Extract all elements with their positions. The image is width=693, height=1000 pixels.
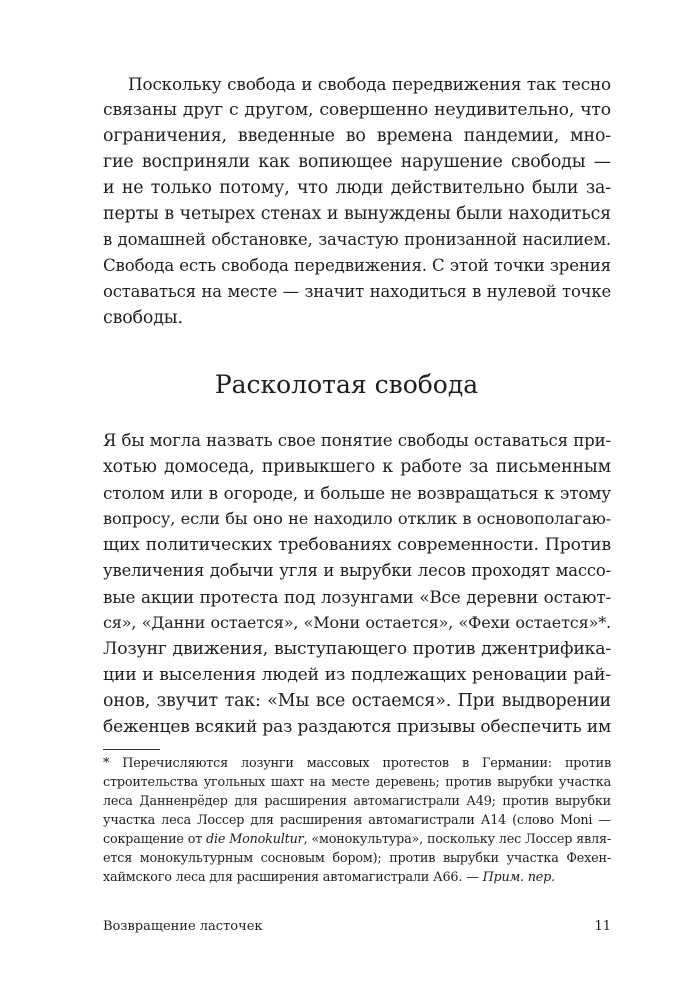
footnote-line [103,830,611,849]
running-footer-title: Возвращение ласточек [103,919,263,934]
footnote-marker: * [103,756,110,771]
paragraph-1-line: Свобода есть свобода передвижения. С этой точки зрения [103,256,611,275]
footnote-divider [103,749,160,750]
paragraph-2-line: вые акции протеста под лозунгами «Все деревни остают- [103,587,611,607]
paragraph-1-line: гие восприняли как вопиющее нарушение свободы — [103,152,611,172]
paragraph-1-line: ограничения, введенные во времена пандемии, мно- [103,126,611,146]
footnote-line [103,868,611,887]
paragraph-2-line: увеличения добычи угля и вырубки лесов проходят массо- [103,561,611,580]
paragraph-1-line: оставаться на месте — значит находиться в нулевой точке [103,282,611,301]
paragraph-1-line: Поскольку свобода и свобода передвижения так тесно [128,74,611,94]
paragraph-2-line: Я бы могла назвать свое понятие свободы оставаться при- [103,431,611,450]
page-number: 11 [594,919,611,934]
paragraph-1-line: свободы. [103,308,183,328]
paragraph-2-line: Лозунг движения, выступающего против джентрифика- [103,639,611,659]
footnote-text: хаймского леса для расширения автомагистрали А66. — [103,870,483,885]
translator-note: Прим. пер. [482,870,555,885]
footnote-text: Перечисляются лозунги массовых протестов в Германии: против [122,756,612,771]
footnote-line: ется монокультурным сосновым бором); против вырубки участка Фехен- [103,851,611,866]
paragraph-2-line: беженцев всякий раз раздаются призывы обеспечить им [103,717,612,737]
paragraph-2-line: ции и выселения людей из подлежащих реновации рай- [103,665,611,685]
paragraph-2-line: онов, звучит так: «Мы все остаемся». При выдворении [103,691,611,711]
footnote-line: строительства угольных шахт на месте деревень; против вырубки участка [103,775,611,790]
footnote-italic-term: die Monokultur [206,832,304,847]
paragraph-2-line: хотью домоседа, привыкшего к работе за письменным [103,457,611,477]
paragraph-2-line: щих политических требованиях современности. Против [103,535,611,555]
paragraph-1-line: перты в четырех стенах и вынуждены были находиться [103,204,611,224]
footnote-text: сокращение от [103,832,207,847]
paragraph-2-line: вопросу, если бы оно не находило отклик в основополагаю- [103,509,611,528]
footnote-line [103,754,611,773]
paragraph-2-line: ся», «Данни остается», «Мони остается», «Фехи остается»*. [103,613,611,632]
footnote-line: леса Данненрёдер для расширения автомагистрали А49; против вырубки [103,794,611,809]
footnote-line: участка леса Лоссер для расширения автомагистрали А14 (слово Moni — [103,813,611,828]
section-heading: Расколотая свобода [214,370,479,399]
paragraph-2-line: столом или в огороде, и больше не возвращаться к этому [103,483,611,503]
paragraph-1-line: связаны друг с другом, совершенно неудивительно, что [103,100,611,120]
paragraph-1-line: в домашней обстановке, зачастую пронизанной насилием. [103,230,611,249]
footnote-text: , «монокультура», поскольку лес Лоссер явля- [303,832,611,847]
paragraph-1-line: и не только потому, что люди действительно были за- [103,178,611,198]
